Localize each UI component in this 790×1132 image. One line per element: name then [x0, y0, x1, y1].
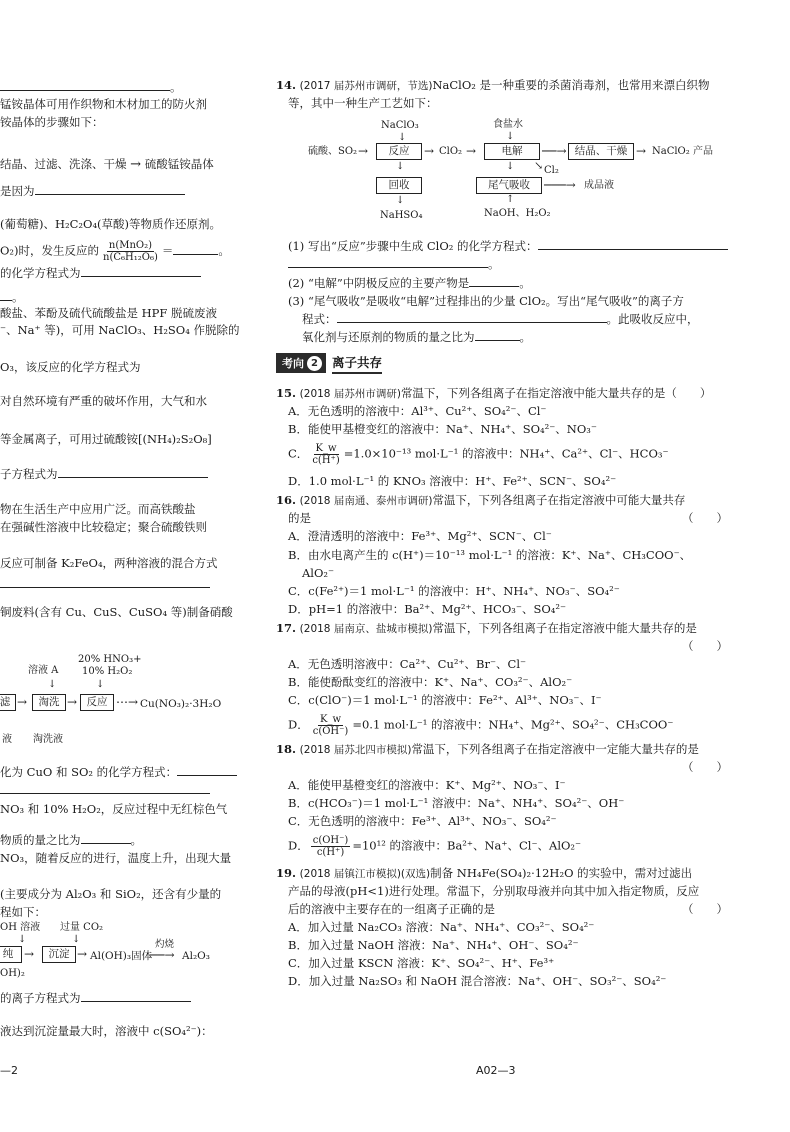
- q17-stem: 17. (2018 届南京、盐城市模拟)常温下，下列各组离子在指定溶液中能大量共存的是: [276, 621, 697, 635]
- flow2-box-pure: 纯: [0, 946, 22, 963]
- q16-stem: 16. (2018 届南通、泰州市调研)常温下，下列各组离子在指定溶液中可能大量共存: [276, 493, 686, 507]
- left-line-13: 等金属离子，可用过硫酸铵[(NH₄)₂S₂O₈]: [0, 432, 212, 446]
- q15-option-d: D．1.0 mol·L⁻¹ 的 KNO₃ 溶液中：H⁺、Fe²⁺、SCN⁻、SO₄²⁻: [288, 474, 617, 488]
- left-line-0: 。: [0, 80, 182, 94]
- left-line-14: 子方程式为: [0, 467, 208, 481]
- diagram-tail-box: 尾气吸收: [476, 177, 542, 194]
- left-line-10: ⁻、Na⁺ 等)，可用 NaClO₃、H₂SO₄ 作脱除的: [0, 323, 240, 337]
- q17-option-d: D． $\frac{K\_w}{c(OH^-)}$ =0.1 mol·L⁻¹ 的溶液中：NH₄⁺、Mg²⁺、SO₄²⁻、CH₃COO⁻: [288, 714, 674, 737]
- q19-stem3: 后的溶液中主要存在的一组离子正确的是 （ ）: [288, 902, 728, 916]
- diagram-naclo3: NaClO₃: [381, 120, 419, 131]
- left-line-17: 反应可制备 K₂FeO₄，两种溶液的混合方式: [0, 556, 218, 570]
- q14-sub2: (2) “电解”中阴极反应的主要产物是 。: [288, 276, 531, 290]
- q15-stem: 15. (2018 届苏州市调研)常温下，下列各组离子在指定溶液中能大量共存的是（ ）: [276, 386, 712, 400]
- flow2-label-oh2: OH)₂: [0, 968, 25, 979]
- left-line-3: 结晶、过滤、洗涤、干燥 → 硫酸锰铵晶体: [0, 157, 214, 172]
- diagram-salt-water: 食盐水: [493, 119, 523, 130]
- flow2-label-calcine: 灼烧: [155, 939, 175, 950]
- q16-option-c: C．c(Fe²⁺)＝1 mol·L⁻¹ 的溶液中：H⁺、NH₄⁺、NO₃⁻、SO₄²⁻: [288, 584, 620, 598]
- flow-box-filter: 滤: [0, 694, 16, 711]
- left-line-1: 锰铵晶体可用作织物和木材加工的防火剂: [0, 97, 207, 111]
- flow-label-solution-a: 溶液 A: [28, 665, 59, 676]
- left-line-11: O₃，该反应的化学方程式为: [0, 360, 141, 374]
- left-line-9: 酸盐、苯酚及硫代硫酸盐是 HPF 脱硫废液: [0, 306, 218, 320]
- left-line-28b: [0, 783, 210, 797]
- left-line-31: NO₃，随着反应的进行，温度上升，出现大量: [0, 851, 232, 865]
- diagram-naoh: NaOH、H₂O₂: [484, 208, 551, 219]
- left-line-18: 铜废料(含有 Cu、CuS、CuSO₄ 等)制备硝酸: [0, 605, 233, 619]
- q16-option-a: A．澄清透明的溶液中：Fe³⁺、Mg²⁺、SCN⁻、Cl⁻: [288, 529, 552, 543]
- q14-line-1: 14. (2017 届苏州市调研，节选)NaClO₂ 是一种重要的杀菌消毒剂，也常用来漂白织物: [276, 78, 710, 92]
- section-title: 离子共存: [332, 353, 382, 374]
- left-line-16: 在强碱性溶液中比较稳定；聚合硫酸铁则: [0, 520, 207, 534]
- flow2-label-naoh: OH 溶液: [0, 922, 41, 933]
- diagram-nahso4: NaHSO₄: [380, 210, 423, 221]
- left-line-12: 对自然环境有严重的破坏作用，大气和水: [0, 394, 207, 408]
- q18-stem: 18. (2018 届苏北四市模拟)常温下，下列各组离子在指定溶液中一定能大量共存的是: [276, 742, 699, 756]
- left-line-33: 程如下：: [0, 905, 46, 919]
- left-line-28: 化为 CuO 和 SO₂ 的化学方程式：: [0, 765, 237, 779]
- q19-option-b: B．加入过量 NaOH 溶液：Na⁺、NH₄⁺、OH⁻、SO₄²⁻: [288, 938, 579, 952]
- flow2-label-co2: 过量 CO₂: [60, 922, 104, 933]
- flow2-label-aloh3: Al(OH)₃固体: [90, 950, 153, 962]
- flow-box-wash: 淘洗: [32, 694, 66, 711]
- left-line-32: (主要成分为 Al₂O₃ 和 SiO₂，还含有少量的: [0, 887, 222, 901]
- diagram-finished: 成品液: [584, 180, 614, 191]
- flow2-box-precip: 沉淀: [42, 946, 76, 963]
- q16-option-b: B．由水电离产生的 c(H⁺)＝10⁻¹³ mol·L⁻¹ 的溶液：K⁺、Na⁺、CH₃COO⁻、: [288, 548, 692, 562]
- left-line-43: 液达到沉淀量最大时，溶液中 c(SO₄²⁻)：: [0, 1024, 213, 1038]
- section-badge: 考向 2: [276, 353, 326, 373]
- q19-option-c: C．加入过量 KSCN 溶液：K⁺、SO₄²⁻、H⁺、Fe³⁺: [288, 956, 555, 970]
- flow-label-wash-liquid: 淘洗液: [33, 734, 63, 745]
- diagram-react-box: 反应: [376, 143, 422, 160]
- left-line-30: 物质的量之比为 。: [0, 833, 142, 847]
- flow-label-liquid: 液: [2, 734, 12, 745]
- q17-option-b: B．能使酚酞变红的溶液中：K⁺、Na⁺、CO₃²⁻、AlO₂⁻: [288, 675, 573, 689]
- diagram-product: NaClO₂ 产品: [652, 146, 713, 157]
- diagram-recover-box: 回收: [376, 177, 422, 194]
- diagram-feed: 硫酸、SO₂: [308, 146, 358, 157]
- left-line-5: 是因为: [0, 184, 185, 198]
- flow-box-react: 反应: [80, 694, 114, 711]
- q15-option-b: B．能使甲基橙变红的溶液中：Na⁺、NH₄⁺、SO₄²⁻、NO₃⁻: [288, 422, 597, 436]
- q18-option-c: C．无色透明的溶液中：Fe³⁺、Al³⁺、NO₃⁻、SO₄²⁻: [288, 814, 557, 828]
- left-line-17b: [0, 577, 210, 591]
- q19-option-d: D．加入过量 Na₂SO₃ 和 NaOH 混合溶液：Na⁺、OH⁻、SO₃²⁻、SO₄²⁻: [288, 974, 667, 988]
- q16-option-d: D．pH=1 的溶液中：Ba²⁺、Mg²⁺、HCO₃⁻、SO₄²⁻: [288, 602, 567, 616]
- q19-stem: 19. (2018 届镇江市模拟)(双选)制备 NH₄Fe(SO₄)₂·12H₂O 的实验中，需对过滤出: [276, 866, 693, 880]
- q14-line-2: 等，其中一种生产工艺如下：: [288, 96, 438, 110]
- left-line-15: 物在生活生产中应用广泛。而高铁酸盐: [0, 502, 196, 516]
- section-header: [276, 352, 382, 374]
- flow2-label-al2o3: Al₂O₃: [182, 950, 210, 962]
- page-number: A02—3: [476, 1064, 516, 1077]
- q15-option-c: C． $\frac{K\_w}{c(H^+)}$ =1.0×10⁻¹³ mol·L⁻¹ 的溶液中：NH₄⁺、Ca²⁺、Cl⁻、HCO₃⁻: [288, 443, 669, 466]
- left-line-29: NO₃ 和 10% H₂O₂，反应过程中无红棕色气: [0, 802, 228, 816]
- left-line-8b: 。: [0, 290, 24, 304]
- left-page-fragment: 。 锰铵晶体可用作织物和木材加工的防火剂 铵晶体的步骤如下： 结晶、过滤、洗涤、干燥 → 硫酸锰铵晶体 是因为 (葡萄糖)、H₂C₂O₄(草酸)等物质作还原剂。 O₂)时，发生反应的 $\frac{\text{n(MnO₂)}}{\text{n(C₆H₁₂O₆)}}$ ＝ 。 的化学方程式为 。 酸盐、苯酚及硫代硫酸盐是 HPF 脱硫废液 ⁻、Na⁺ 等)，可用 NaClO₃、H₂SO₄ 作脱除的 O₃，该反应的化学方程式为 对自然环境有严重的破坏作用，大气和水 等金属离子，可用过硫酸铵[(NH₄)₂S₂O₈] 子方程式为 物在生活生产中应用广泛。而高铁酸盐 在强碱性溶液中比较稳定；聚合硫酸铁则 反应可制备 K₂FeO₄，两种溶液的混合方式 铜废料(含有 Cu、CuS、CuSO₄ 等)制备硝酸 溶液 A 20% HNO₃+ 10% H₂O₂ 滤 → 淘洗 → 反应 ⋯→ Cu(NO₃)₂·3H₂O ↓ ↓ 液 淘洗液 化为 CuO 和 SO₂ 的化学方程式： NO₃ 和 10% H₂O₂，反应过程中无红棕色气 物质的量之比为 。 NO₃，随着反应的进行，温度上升，出现大量 (主要成分为 Al₂O₃ 和 SiO₂，还含有少量的 程如下： OH 溶液 过量 CO₂ ↓ ↓ 纯 → 沉淀 → Al(OH)₃固体 灼烧 ──→ Al₂O₃ OH)₂ 的离子方程式为 液达到沉淀量最大时，溶液中 c(SO₄²⁻)： —2: [0, 0, 250, 1132]
- q19-stem2: 产品的母液(pH<1)进行处理。常温下，分别取母液并向其中加入指定物质，反应: [288, 884, 700, 898]
- diagram-cryst-box: 结晶、干燥: [568, 143, 634, 160]
- q14-sub1: (1) 写出“反应”步骤中生成 ClO₂ 的化学方程式：: [288, 239, 728, 253]
- q16-option-b2: AlO₂⁻: [302, 566, 335, 580]
- q14-sub3a: (3) “尾气吸收”是吸收“电解”过程排出的少量 ClO₂。写出“尾气吸收”的离子方: [288, 294, 684, 308]
- q18-option-b: B．c(HCO₃⁻)＝1 mol·L⁻¹ 溶液中：Na⁺、NH₄⁺、SO₄²⁻、OH⁻: [288, 796, 625, 810]
- q14-sub1b: 。: [288, 257, 500, 271]
- left-line-7: O₂)时，发生反应的 $\frac{\text{n(MnO₂)}}{\text{n(C₆H₁₂O₆)}}$ ＝ 。: [0, 240, 230, 263]
- q18-option-a: A．能使甲基橙变红的溶液中：K⁺、Mg²⁺、NO₃⁻、I⁻: [288, 778, 566, 792]
- left-page-number: —2: [0, 1064, 18, 1077]
- flow-label-product: Cu(NO₃)₂·3H₂O: [140, 698, 222, 710]
- q15-option-a: A．无色透明的溶液中：Al³⁺、Cu²⁺、SO₄²⁻、Cl⁻: [288, 404, 547, 418]
- flow-label-hno3: 20% HNO₃+: [78, 654, 142, 665]
- left-line-2: 铵晶体的步骤如下：: [0, 115, 104, 129]
- q14-sub3b: 程式： 。此吸收反应中，: [302, 312, 699, 326]
- left-line-8: 的化学方程式为: [0, 266, 201, 280]
- q17-option-c: C．c(ClO⁻)＝1 mol·L⁻¹ 的溶液中：Fe²⁺、Al³⁺、NO₃⁻、I⁻: [288, 693, 602, 707]
- diagram-cl2: Cl₂: [544, 165, 559, 176]
- q16-stem2: 的是 （ ）: [288, 511, 728, 525]
- diagram-elec-box: 电解: [484, 143, 540, 160]
- q14-sub3d: 氧化剂与还原剂的物质的量之比为 。: [302, 330, 531, 344]
- q19-option-a: A．加入过量 Na₂CO₃ 溶液：Na⁺、NH₄⁺、CO₃²⁻、SO₄²⁻: [288, 920, 595, 934]
- left-line-42: 的离子方程式为: [0, 991, 191, 1005]
- q17-option-a: A．无色透明溶液中：Ca²⁺、Cu²⁺、Br⁻、Cl⁻: [288, 657, 527, 671]
- q18-option-d: D． $\frac{c(OH^-)}{c(H^+)}$ =10¹² 的溶液中：Ba²⁺、Na⁺、Cl⁻、AlO₂⁻: [288, 835, 582, 858]
- flow-label-h2o2: 10% H₂O₂: [82, 666, 133, 677]
- diagram-clo2: ClO₂: [439, 146, 463, 157]
- left-line-6: (葡萄糖)、H₂C₂O₄(草酸)等物质作还原剂。: [0, 217, 222, 231]
